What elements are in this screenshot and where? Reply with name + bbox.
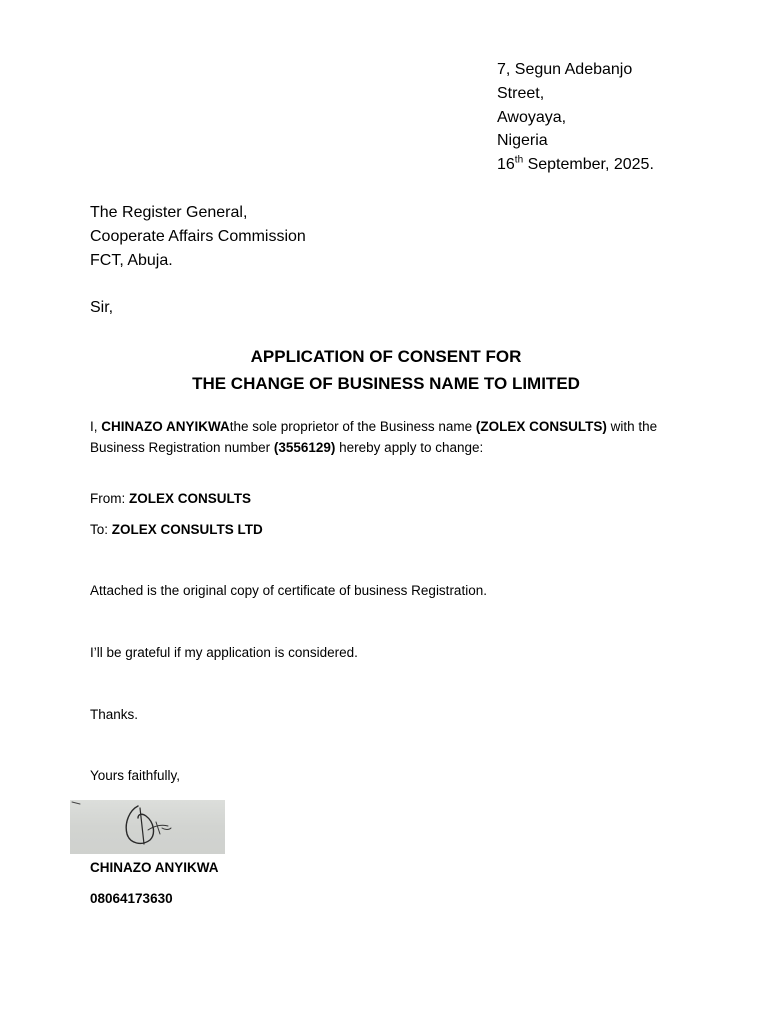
business-name: (ZOLEX CONSULTS) bbox=[475, 419, 607, 434]
intro-line-1 bbox=[90, 416, 657, 437]
intro-tail: with the bbox=[606, 419, 658, 434]
handwritten-signature-icon bbox=[70, 800, 225, 854]
intro-prefix: I, bbox=[90, 419, 102, 434]
from-label: From: bbox=[90, 491, 129, 506]
signatory-phone: 08064173630 bbox=[90, 891, 173, 906]
date-suffix: th bbox=[514, 154, 524, 166]
to-value: ZOLEX CONSULTS LTD bbox=[111, 522, 263, 537]
intro-mid: the sole proprietor of the Business name bbox=[229, 419, 476, 434]
to-label: To: bbox=[90, 522, 112, 537]
recipient-line-1: The Register General, bbox=[90, 204, 248, 221]
sender-address-line-2: Street, bbox=[497, 85, 545, 102]
thanks-paragraph: Thanks. bbox=[90, 707, 139, 722]
line2-suffix: hereby apply to change: bbox=[335, 440, 484, 455]
line2-prefix: Business Registration number bbox=[90, 440, 274, 455]
letter-title-line-1: APPLICATION OF CONSENT FOR bbox=[250, 347, 522, 366]
to-line bbox=[90, 519, 263, 540]
recipient-line-3: FCT, Abuja. bbox=[90, 252, 173, 269]
applicant-name: CHINAZO ANYIKWA bbox=[101, 419, 230, 434]
sender-address-line-3: Awoyaya, bbox=[497, 109, 567, 126]
letter-date bbox=[497, 153, 654, 177]
salutation: Sir, bbox=[90, 299, 114, 316]
signature-image bbox=[70, 800, 225, 854]
date-day: 16 bbox=[497, 156, 515, 173]
sender-address-line-4: Nigeria bbox=[497, 132, 548, 149]
grateful-paragraph: I’ll be grateful if my application is considered. bbox=[90, 645, 358, 660]
sender-address-line-1: 7, Segun Adebanjo bbox=[497, 61, 633, 78]
recipient-line-2: Cooperate Affairs Commission bbox=[90, 228, 306, 245]
from-line bbox=[90, 488, 251, 509]
intro-line-2 bbox=[90, 437, 483, 458]
signatory-name: CHINAZO ANYIKWA bbox=[90, 860, 219, 875]
date-rest: September, 2025. bbox=[523, 156, 654, 173]
letter-title-line-2: THE CHANGE OF BUSINESS NAME TO LIMITED bbox=[192, 374, 580, 393]
closing-phrase: Yours faithfully, bbox=[90, 768, 181, 783]
from-value: ZOLEX CONSULTS bbox=[129, 491, 252, 506]
registration-number: (3556129) bbox=[273, 440, 336, 455]
attached-paragraph: Attached is the original copy of certificate of business Registration. bbox=[90, 583, 487, 598]
